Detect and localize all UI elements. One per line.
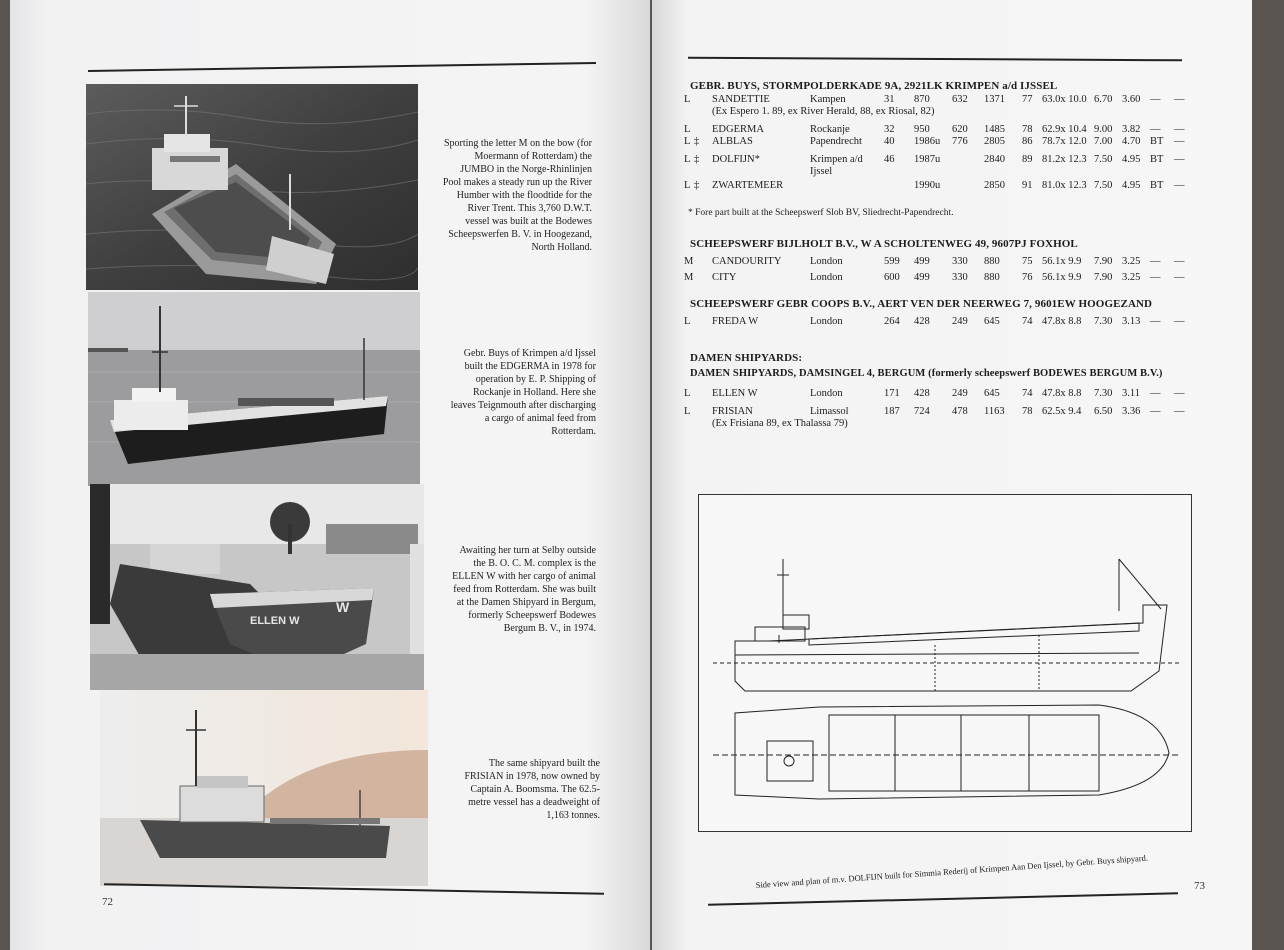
cell-dims: 81.2x 12.3 [1042, 154, 1087, 165]
cell-port-line2: Ijssel [810, 166, 833, 177]
cell-c2: 499 [914, 256, 930, 267]
cell-c1: 187 [884, 406, 900, 417]
cell-c2: 1987u [914, 154, 941, 165]
cell-port: London [810, 316, 843, 327]
cell-d1: 7.30 [1094, 388, 1113, 399]
cell-d2: 3.13 [1122, 316, 1141, 327]
caption-frisian: The same shipyard built the FRISIAN in 1978, now owned by Captain A. Boomsma. The 62.5- metre vessel has a deadweight of 1,163 tonnes. [464, 758, 600, 821]
cell-port: Kampen [810, 94, 846, 105]
cell-mark: ‡ [694, 154, 700, 165]
cell-port: London [810, 272, 843, 283]
cell-x1: — [1150, 94, 1161, 105]
cell-name: DOLFIJN* [712, 154, 760, 165]
cell-c2: 428 [914, 388, 930, 399]
cell-c5: 76 [1022, 272, 1033, 283]
cell-c2: 428 [914, 316, 930, 327]
cell-dims: 62.5x 9.4 [1042, 406, 1082, 417]
cell-c5: 86 [1022, 136, 1033, 147]
cell-d2: 4.95 [1122, 154, 1141, 165]
cell-port: London [810, 388, 843, 399]
cell-x2: — [1174, 272, 1185, 283]
cell-x1: BT [1150, 154, 1164, 165]
cell-d2: 3.25 [1122, 256, 1141, 267]
section-heading-damen: DAMEN SHIPYARDS: [690, 352, 803, 364]
cell-x1: BT [1150, 180, 1164, 191]
cell-c1: 40 [884, 136, 895, 147]
cell-c2: 499 [914, 272, 930, 283]
cell-flag: L [684, 154, 691, 165]
cell-name: ZWARTEMEER [712, 180, 784, 191]
cell-x1: — [1150, 406, 1161, 417]
cell-c4: 2850 [984, 180, 1005, 191]
cell-x1: — [1150, 388, 1161, 399]
photo-ellen-w [90, 484, 424, 690]
cell-x2: — [1174, 154, 1185, 165]
cell-x2: — [1174, 388, 1185, 399]
cell-c1: 46 [884, 154, 895, 165]
cell-c1: 171 [884, 388, 900, 399]
cell-c3: 249 [952, 316, 968, 327]
cell-name: FRISIAN [712, 406, 753, 417]
cell-x2: — [1174, 180, 1185, 191]
cell-port: Rockanje [810, 124, 850, 135]
cell-d1: 6.70 [1094, 94, 1113, 105]
photo-edgerma [88, 292, 420, 486]
bottom-rule-right [708, 892, 1178, 905]
cell-d1: 7.50 [1094, 180, 1113, 191]
cell-c5: 91 [1022, 180, 1033, 191]
cell-d1: 6.50 [1094, 406, 1113, 417]
cell-x1: — [1150, 256, 1161, 267]
ellen-w-logo-text: W [336, 599, 350, 615]
cell-x2: — [1174, 94, 1185, 105]
cell-c2: 1986u [914, 136, 941, 147]
cell-flag: L [684, 136, 691, 147]
cell-name: SANDETTIE [712, 94, 770, 105]
photo-jumbo [86, 84, 418, 290]
footnote-dolfijn: * Fore part built at the Scheepswerf Slob BV, Sliedrecht-Papendrecht. [688, 208, 954, 218]
cell-x2: — [1174, 124, 1185, 135]
cell-c1: 264 [884, 316, 900, 327]
cell-name: ELLEN W [712, 388, 758, 399]
cell-x2: — [1174, 136, 1185, 147]
cell-flag: L [684, 316, 691, 327]
cell-name: FREDA W [712, 316, 759, 327]
figure-caption: Side view and plan of m.v. DOLFIJN built for Simmia Rederij of Krimpen Aan Den Ijssel, by Gebr. Buys shipyard. [755, 852, 1149, 890]
cell-name: ALBLAS [712, 136, 753, 147]
cell-x1: BT [1150, 136, 1164, 147]
cell-flag: M [684, 256, 694, 267]
top-rule-right [688, 57, 1182, 61]
page-number-left: 72 [102, 896, 113, 908]
cell-former-names: (Ex Frisiana 89, ex Thalassa 79) [712, 418, 848, 429]
cell-c1: 599 [884, 256, 900, 267]
cell-former-names: (Ex Espero 1. 89, ex River Herald, 88, ex Riosal, 82) [712, 106, 935, 117]
cell-d2: 4.70 [1122, 136, 1141, 147]
cell-dims: 47.8x 8.8 [1042, 316, 1082, 327]
cell-c4: 1485 [984, 124, 1005, 135]
cell-c3: 620 [952, 124, 968, 135]
cell-c3: 330 [952, 256, 968, 267]
cell-c3: 249 [952, 388, 968, 399]
cell-c5: 75 [1022, 256, 1033, 267]
cell-d2: 3.36 [1122, 406, 1141, 417]
cell-flag: L [684, 388, 691, 399]
dolfijn-side-and-plan-svg [699, 495, 1191, 831]
top-rule [88, 62, 596, 72]
cell-c3: 632 [952, 94, 968, 105]
cell-c2: 724 [914, 406, 930, 417]
cell-x1: — [1150, 316, 1161, 327]
cell-dims: 62.9x 10.4 [1042, 124, 1087, 135]
cell-x1: — [1150, 272, 1161, 283]
caption-jumbo: Sporting the letter M on the bow (for Moermann of Rotterdam) the JUMBO in the Norge-Rhinlinjen Pool makes a steady run up the River Humber with the floodtide for the River Trent. This 3,760 D.W.T. vessel was built at the Bodewes Scheepswerfen B. V. in Hoogezand, North Holland. [442, 138, 592, 253]
cell-c2: 870 [914, 94, 930, 105]
cell-c5: 74 [1022, 316, 1033, 327]
cell-c5: 77 [1022, 94, 1033, 105]
cell-c1: 31 [884, 94, 895, 105]
cell-dims: 78.7x 12.0 [1042, 136, 1087, 147]
cell-x1: — [1150, 124, 1161, 135]
cell-d2: 3.25 [1122, 272, 1141, 283]
cell-dims: 63.0x 10.0 [1042, 94, 1087, 105]
cell-port: Papendrecht [810, 136, 862, 147]
cell-d2: 3.11 [1122, 388, 1140, 399]
cell-c4: 2840 [984, 154, 1005, 165]
cell-c4: 645 [984, 316, 1000, 327]
section-heading-buys: GEBR. BUYS, STORMPOLDERKADE 9A, 2921LK KRIMPEN a/d IJSSEL [690, 80, 1058, 92]
section-heading-coops: SCHEEPSWERF GEBR COOPS B.V., AERT VEN DER NEERWEG 7, 9601EW HOOGEZAND [690, 298, 1153, 310]
cell-c3: 330 [952, 272, 968, 283]
ellen-w-bow-text: ELLEN W [250, 615, 300, 627]
cell-c1: 600 [884, 272, 900, 283]
cell-d1: 9.00 [1094, 124, 1113, 135]
cell-name: CANDOURITY [712, 256, 782, 267]
page-number-right: 73 [1194, 880, 1205, 892]
cell-c3: 478 [952, 406, 968, 417]
cell-port: Limassol [810, 406, 849, 417]
cell-d1: 7.90 [1094, 272, 1113, 283]
caption-ellen-w: Awaiting her turn at Selby outside the B. O. C. M. complex is the ELLEN W with her cargo of animal feed from Rotterdam. She was built at the Damen Shipyard in Bergum, formerly Scheepswerf Bodewes Bergum B. V., in 1974. [452, 545, 596, 634]
cell-d1: 7.90 [1094, 256, 1113, 267]
section-heading-bijlholt: SCHEEPSWERF BIJLHOLT B.V., W A SCHOLTENWEG 49, 9607PJ FOXHOL [690, 238, 1078, 250]
cell-flag: L [684, 406, 691, 417]
cell-d1: 7.30 [1094, 316, 1113, 327]
cell-x2: — [1174, 316, 1185, 327]
cell-name: EDGERMA [712, 124, 764, 135]
caption-edgerma: Gebr. Buys of Krimpen a/d Ijssel built the EDGERMA in 1978 for operation by E. P. Shipping of Rockanje in Holland. Here she leaves Teignmouth after discharging a cargo of animal feed from Rotterdam. [450, 348, 596, 437]
cell-d2: 3.82 [1122, 124, 1141, 135]
cell-c4: 880 [984, 256, 1000, 267]
cell-mark: ‡ [694, 136, 700, 147]
section-subheading-damen: DAMEN SHIPYARDS, DAMSINGEL 4, BERGUM (formerly scheepswerf BODEWES BERGUM B.V.) [690, 368, 1163, 379]
cell-c5: 78 [1022, 406, 1033, 417]
cell-c4: 645 [984, 388, 1000, 399]
cell-c5: 74 [1022, 388, 1033, 399]
cell-flag: L [684, 124, 691, 135]
cell-c4: 1371 [984, 94, 1005, 105]
cell-c4: 2805 [984, 136, 1005, 147]
left-page [10, 0, 650, 950]
photo-frisian [100, 690, 428, 886]
cell-c5: 78 [1022, 124, 1033, 135]
cell-name: CITY [712, 272, 737, 283]
cell-mark: ‡ [694, 180, 700, 191]
cell-c1: 32 [884, 124, 895, 135]
cell-c4: 880 [984, 272, 1000, 283]
cell-d2: 3.60 [1122, 94, 1141, 105]
cell-flag: L [684, 180, 691, 191]
cell-flag: M [684, 272, 694, 283]
cell-dims: 56.1x 9.9 [1042, 272, 1082, 283]
cell-dims: 81.0x 12.3 [1042, 180, 1087, 191]
cell-c5: 89 [1022, 154, 1033, 165]
dolfijn-drawing [698, 494, 1192, 832]
right-page [652, 0, 1252, 950]
cell-c2: 1990u [914, 180, 941, 191]
cell-x2: — [1174, 256, 1185, 267]
cell-port: Krimpen a/d [810, 154, 863, 165]
cell-c4: 1163 [984, 406, 1005, 417]
cell-c3: 776 [952, 136, 968, 147]
cell-port: London [810, 256, 843, 267]
cell-d1: 7.50 [1094, 154, 1113, 165]
cell-flag: L [684, 94, 691, 105]
cell-d2: 4.95 [1122, 180, 1141, 191]
cell-c2: 950 [914, 124, 930, 135]
cell-dims: 47.8x 8.8 [1042, 388, 1082, 399]
cell-dims: 56.1x 9.9 [1042, 256, 1082, 267]
cell-x2: — [1174, 406, 1185, 417]
cell-d1: 7.00 [1094, 136, 1113, 147]
